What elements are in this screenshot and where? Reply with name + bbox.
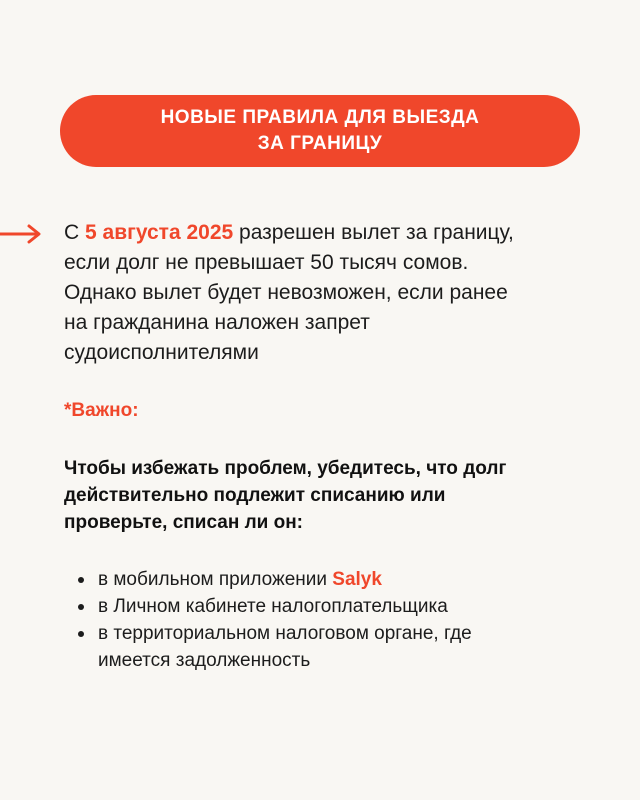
- list-item: [64, 593, 584, 620]
- intro-line-5: судоисполнителями: [64, 341, 259, 364]
- bullet-dot-icon: [78, 631, 84, 637]
- advice-paragraph: [64, 455, 604, 536]
- intro-paragraph: [64, 218, 624, 368]
- advice-line-2: действительно подлежит списанию или: [64, 485, 446, 506]
- intro-line-3: Однако вылет будет невозможен, если ранее: [64, 281, 508, 304]
- list-item: [64, 566, 584, 593]
- check-list: [64, 566, 584, 674]
- arrow-right-icon: [0, 223, 44, 245]
- bullet-dot-icon: [78, 577, 84, 583]
- bullet-dot-icon: [78, 604, 84, 610]
- intro-line-2: если долг не превышает 50 тысяч сомов.: [64, 251, 469, 274]
- important-label: *Важно:: [64, 400, 139, 421]
- intro-prefix: С: [64, 221, 85, 244]
- intro-line-1: [64, 218, 624, 248]
- title-line-1: НОВЫЕ ПРАВИЛА ДЛЯ ВЫЕЗДА: [160, 107, 480, 128]
- list-item-text: в Личном кабинете налогоплательщика: [98, 596, 448, 617]
- list-item: [64, 620, 584, 674]
- list-item-text: в мобильном приложении: [98, 569, 333, 590]
- intro-line-1-rest: разрешен вылет за границу,: [233, 221, 514, 244]
- list-item-text-line-2: имеется задолженность: [98, 650, 311, 671]
- intro-date: 5 августа 2025: [85, 221, 234, 244]
- title-line-2: ЗА ГРАНИЦУ: [257, 133, 383, 154]
- advice-line-3: проверьте, списан ли он:: [64, 512, 304, 533]
- advice-line-1: Чтобы избежать проблем, убедитесь, что долг: [64, 458, 507, 479]
- list-item-text-line-1: в территориальном налоговом органе, где: [98, 623, 472, 644]
- intro-line-4: на гражданина наложен запрет: [64, 311, 370, 334]
- title-banner: [60, 95, 580, 167]
- salyk-app-name: Salyk: [332, 569, 382, 590]
